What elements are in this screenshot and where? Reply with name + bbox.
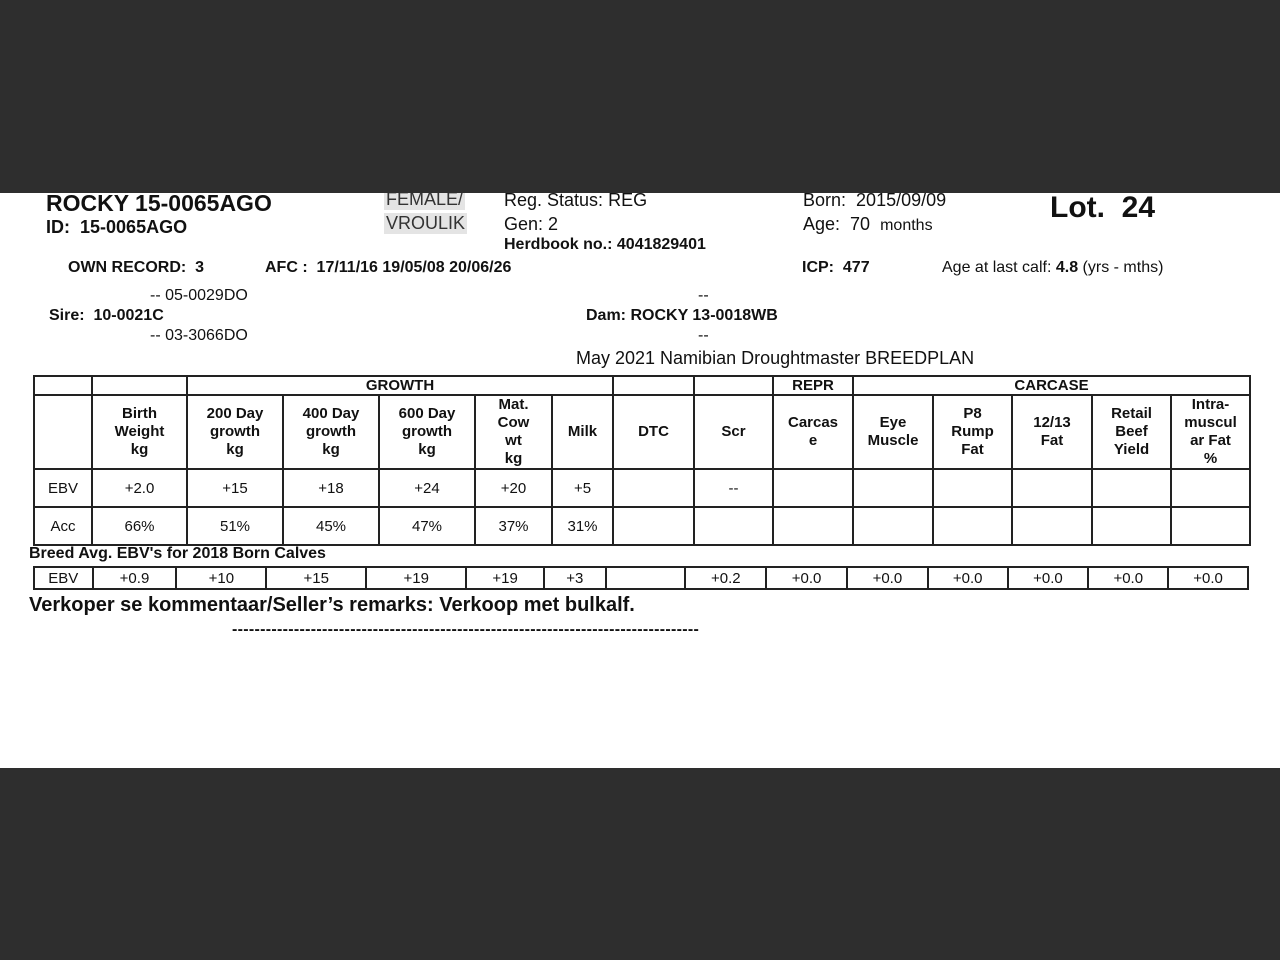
ebv-value: +20 bbox=[475, 469, 552, 507]
trait-header-line: kg bbox=[130, 441, 149, 458]
acc-value: 37% bbox=[475, 507, 552, 545]
ebv-value: -- bbox=[694, 469, 773, 507]
trait-header-line: 12/13 bbox=[1033, 414, 1071, 431]
ebv-row bbox=[34, 469, 1250, 507]
generation-value: 2 bbox=[548, 214, 559, 234]
sire: Sire: 10-0021C bbox=[49, 307, 164, 324]
trait-header bbox=[552, 395, 613, 469]
trait-header bbox=[187, 395, 283, 469]
seller-remarks bbox=[29, 594, 635, 617]
born-date: Born: 2015/09/09 bbox=[803, 193, 946, 211]
ebv-value: +15 bbox=[187, 469, 283, 507]
trait-header-line: Beef bbox=[1115, 423, 1148, 440]
ebv-value: +24 bbox=[379, 469, 475, 507]
breed-avg-value: +0.9 bbox=[93, 567, 177, 589]
age: Age: 70 months bbox=[803, 214, 933, 234]
ebv-table bbox=[33, 375, 1251, 546]
acc-value bbox=[1012, 507, 1092, 545]
trait-header-row bbox=[34, 395, 1250, 469]
age-value: 70 bbox=[850, 214, 871, 234]
trait-header-line: DTC bbox=[638, 423, 669, 440]
trait-header-line: Retail bbox=[1111, 405, 1152, 422]
breed-avg-table bbox=[33, 566, 1249, 590]
acc-value bbox=[694, 507, 773, 545]
trait-header bbox=[613, 395, 694, 469]
trait-header-line: e bbox=[808, 432, 818, 449]
icp: ICP: 477 bbox=[802, 259, 870, 276]
trait-header-line: 400 Day bbox=[302, 405, 360, 422]
remarks-divider: ----------------------------------------------------------------------------------- bbox=[232, 621, 700, 638]
acc-value: 51% bbox=[187, 507, 283, 545]
breed-avg-value: +3 bbox=[544, 567, 606, 589]
trait-header-line: Weight bbox=[114, 423, 165, 440]
breed-avg-value: +0.0 bbox=[1008, 567, 1089, 589]
trait-header bbox=[694, 395, 773, 469]
trait-header-line: Scr bbox=[721, 423, 746, 440]
acc-row bbox=[34, 507, 1250, 545]
trait-header-line: growth bbox=[306, 423, 356, 440]
trait-header-line: kg bbox=[504, 450, 523, 467]
trait-header bbox=[283, 395, 379, 469]
trait-header bbox=[1012, 395, 1092, 469]
sale-catalogue-entry bbox=[0, 193, 1280, 768]
acc-value bbox=[1092, 507, 1171, 545]
dam-dam: -- bbox=[698, 327, 709, 344]
group-repr: REPR bbox=[773, 376, 853, 395]
trait-header-line: Birth bbox=[122, 405, 157, 422]
trait-header-line: % bbox=[1203, 450, 1218, 467]
trait-header bbox=[475, 395, 552, 469]
generation: Gen: 2 bbox=[504, 214, 559, 234]
trait-header bbox=[92, 395, 187, 469]
ebv-value bbox=[613, 469, 694, 507]
trait-header-line: Fat bbox=[961, 441, 984, 458]
ebv-value bbox=[1012, 469, 1092, 507]
ebv-value bbox=[1092, 469, 1171, 507]
sex-label-af: VROULIK bbox=[386, 213, 466, 233]
trait-header-line: P8 bbox=[963, 405, 982, 422]
trait-header bbox=[933, 395, 1012, 469]
breed-avg-value bbox=[606, 567, 686, 589]
breed-avg-title: Breed Avg. EBV's for 2018 Born Calves bbox=[29, 545, 326, 562]
breed-avg-value: +0.0 bbox=[928, 567, 1008, 589]
ebv-value: +2.0 bbox=[92, 469, 187, 507]
breed-avg-value: +19 bbox=[366, 567, 466, 589]
acc-value: 31% bbox=[552, 507, 613, 545]
trait-header-line: Rump bbox=[951, 423, 994, 440]
trait-header-line: ar Fat bbox=[1190, 432, 1231, 449]
breed-avg-value: +19 bbox=[466, 567, 544, 589]
acc-value bbox=[613, 507, 694, 545]
dam: Dam: ROCKY 13-0018WB bbox=[586, 307, 778, 324]
group-growth: GROWTH bbox=[187, 376, 613, 395]
dam-sire: -- bbox=[698, 287, 709, 304]
trait-header-line: muscul bbox=[1184, 414, 1237, 431]
trait-header bbox=[379, 395, 475, 469]
own-record: OWN RECORD: 3 bbox=[68, 259, 205, 276]
trait-header bbox=[853, 395, 933, 469]
trait-header bbox=[773, 395, 853, 469]
animal-name: ROCKY 15-0065AGO bbox=[46, 193, 272, 216]
trait-header-line: 200 Day bbox=[206, 405, 264, 422]
sire-value: 10-0021C bbox=[93, 307, 164, 324]
trait-header-line: kg bbox=[418, 441, 436, 458]
acc-value bbox=[773, 507, 853, 545]
breed-avg-value: +0.0 bbox=[1088, 567, 1168, 589]
sire-dam: -- 03-3066DO bbox=[150, 327, 248, 344]
group-blank bbox=[92, 376, 187, 395]
breed-avg-value: +15 bbox=[266, 567, 366, 589]
seller-remarks-text: Verkoop met bulkalf. bbox=[439, 594, 635, 616]
group-blank bbox=[694, 376, 773, 395]
acc-value bbox=[933, 507, 1012, 545]
ebv-row-label: EBV bbox=[34, 469, 92, 507]
own-record-value: 3 bbox=[195, 259, 205, 276]
breed-avg-value: +0.0 bbox=[1168, 567, 1248, 589]
breedplan-title: May 2021 Namibian Droughtmaster BREEDPLAN bbox=[576, 348, 975, 368]
lot-value: 24 bbox=[1121, 193, 1156, 224]
breed-avg-value: +0.0 bbox=[847, 567, 928, 589]
group-header-row bbox=[34, 376, 1250, 395]
ebv-value bbox=[773, 469, 853, 507]
header-blank bbox=[34, 395, 92, 469]
acc-value bbox=[853, 507, 933, 545]
trait-header-line: 600 Day bbox=[398, 405, 456, 422]
acc-value bbox=[1171, 507, 1250, 545]
breed-avg-row bbox=[34, 567, 1248, 589]
trait-header-line: Carcas bbox=[787, 414, 839, 431]
herdbook-number: Herdbook no.: 4041829401 bbox=[504, 236, 706, 253]
group-blank bbox=[613, 376, 694, 395]
breed-avg-value: +10 bbox=[176, 567, 266, 589]
ebv-value: +18 bbox=[283, 469, 379, 507]
acc-value: 45% bbox=[283, 507, 379, 545]
trait-header bbox=[1171, 395, 1250, 469]
dam-value: ROCKY 13-0018WB bbox=[630, 307, 778, 324]
ebv-value: +5 bbox=[552, 469, 613, 507]
trait-header-line: kg bbox=[322, 441, 340, 458]
lot-number: Lot. 24 bbox=[1050, 193, 1156, 224]
ebv-value bbox=[853, 469, 933, 507]
trait-header-line: Cow bbox=[497, 414, 530, 431]
animal-id: ID: 15-0065AGO bbox=[46, 217, 188, 237]
acc-value: 66% bbox=[92, 507, 187, 545]
born-date-value: 2015/09/09 bbox=[856, 193, 947, 210]
ebv-value bbox=[933, 469, 1012, 507]
trait-header-line: Mat. bbox=[498, 396, 529, 413]
trait-header-line: growth bbox=[402, 423, 452, 440]
icp-value: 477 bbox=[842, 259, 870, 276]
acc-value: 47% bbox=[379, 507, 475, 545]
breed-avg-label: EBV bbox=[34, 567, 93, 589]
age-last-calf: Age at last calf: 4.8 (yrs - mths) bbox=[942, 259, 1164, 276]
trait-header-line: Eye bbox=[879, 414, 907, 431]
trait-header-line: Milk bbox=[567, 423, 598, 440]
ebv-value bbox=[1171, 469, 1250, 507]
herdbook-value: 4041829401 bbox=[616, 236, 706, 253]
animal-id-value: 15-0065AGO bbox=[80, 217, 188, 237]
trait-header-line: kg bbox=[226, 441, 244, 458]
sire-sire: -- 05-0029DO bbox=[150, 287, 248, 304]
trait-header-line: wt bbox=[505, 432, 522, 449]
afc: AFC : 17/11/16 19/05/08 20/06/26 bbox=[265, 259, 512, 276]
group-blank bbox=[34, 376, 92, 395]
sex-label-en: FEMALE/ bbox=[384, 193, 465, 210]
seller-remarks-label: Verkoper se kommentaar/Seller’s remarks: bbox=[29, 594, 434, 616]
trait-header-line: Intra- bbox=[1191, 396, 1230, 413]
trait-header bbox=[1092, 395, 1171, 469]
acc-row-label: Acc bbox=[34, 507, 92, 545]
group-carcase: CARCASE bbox=[853, 376, 1250, 395]
reg-status-value: REG bbox=[608, 193, 648, 210]
reg-status: Reg. Status: REG bbox=[504, 193, 647, 211]
trait-header-line: Fat bbox=[1040, 432, 1064, 449]
trait-header-line: growth bbox=[210, 423, 260, 440]
trait-header-line: Yield bbox=[1113, 441, 1150, 458]
trait-header-line: Muscle bbox=[867, 432, 919, 449]
age-unit: months bbox=[880, 217, 933, 234]
breed-avg-value: +0.0 bbox=[766, 567, 847, 589]
breed-avg-value: +0.2 bbox=[685, 567, 766, 589]
age-last-calf-value: 4.8 bbox=[1055, 259, 1079, 276]
afc-values: 17/11/16 19/05/08 20/06/26 bbox=[316, 259, 512, 276]
